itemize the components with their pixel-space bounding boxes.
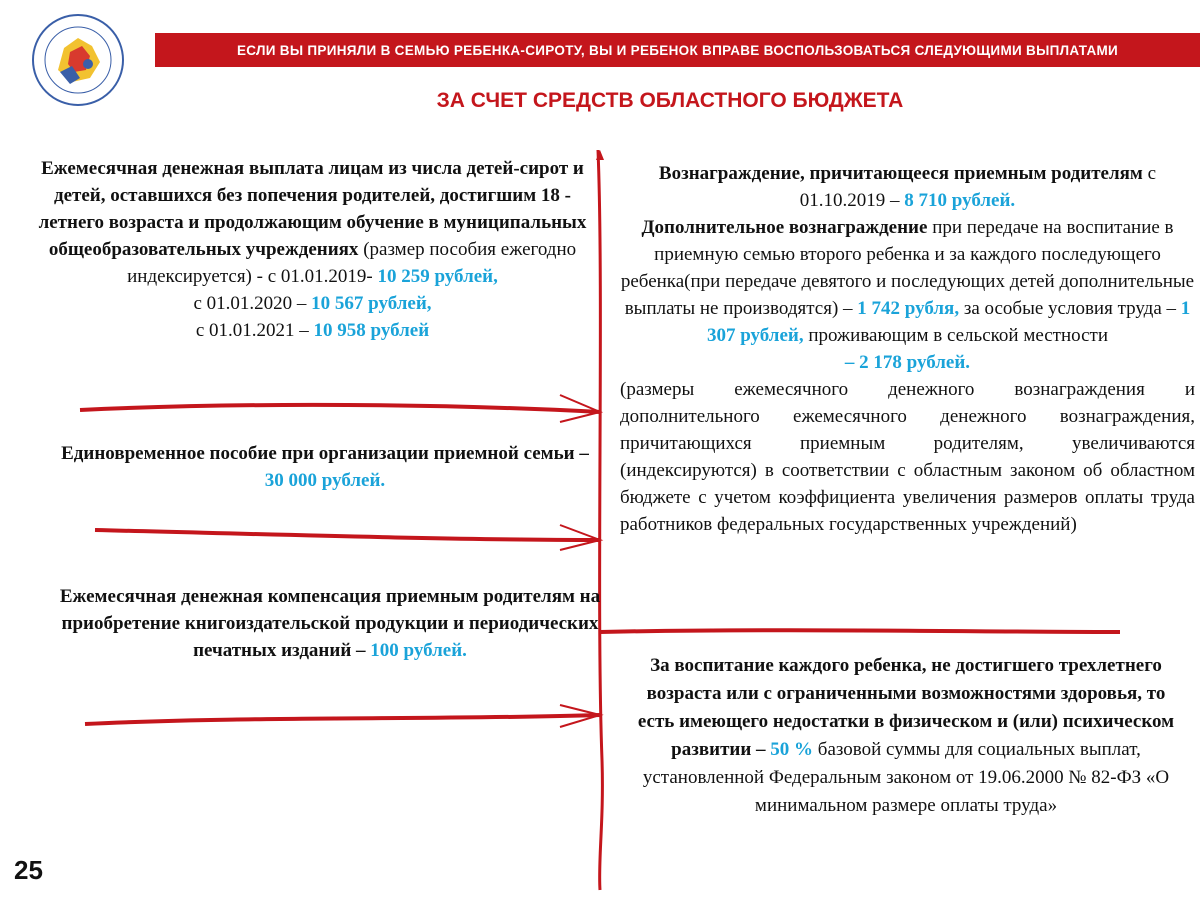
additional-reward-title: Дополнительное вознаграждение [641, 217, 928, 238]
banner-text: ЕСЛИ ВЫ ПРИНЯЛИ В СЕМЬЮ РЕБЕНКА-СИРОТУ, ВЫ И РЕБЕНОК ВПРАВЕ ВОСПОЛЬЗОВАТЬСЯ СЛЕДУЮЩИМИ ВЫПЛАТАМИ [236, 42, 1119, 58]
monthly-payment-title: Ежемесячная денежная выплата лицам из числа детей-сирот и детей, оставшихся без попечения родителей, достигшим 18 - летнего возраста и продолжающим обучение в муниципальных общеобразовательных учреждениях [38, 158, 587, 260]
compensation-block [55, 583, 605, 664]
reward-date: с 01.10.2019 – [799, 163, 1157, 211]
arrow-line-2 [95, 530, 600, 540]
rural-text: проживающим в сельской местности [803, 325, 1109, 346]
reward-title: Вознаграждение, причитающееся приемным родителям [658, 163, 1143, 184]
reward-block [620, 160, 1195, 538]
child-care-block [632, 652, 1180, 820]
section-subtitle: ЗА СЧЕТ СРЕДСТВ ОБЛАСТНОГО БЮДЖЕТА [436, 89, 904, 112]
arrow-line-1 [80, 405, 600, 412]
monthly-payment-amount-2019: 10 259 рублей, [377, 266, 498, 287]
emblem-icon [30, 12, 126, 108]
additional-reward-text: при передаче на воспитание в приемную семью второго ребенка и за каждого последующего ребенка(при передаче девятого и последующих детей дополнительные выплаты не производятся) – [620, 217, 1195, 319]
compensation-title: Ежемесячная денежная компенсация приемным родителям на приобретение книгоиздательской продукции и периодических печатных изданий [59, 586, 601, 661]
special-conditions-amount: 1 307 рублей, [706, 298, 1191, 346]
compensation-dash: – [351, 640, 371, 661]
header-banner [155, 33, 1200, 67]
monthly-payment-date-2020: с 01.01.2020 – [193, 293, 312, 314]
indexation-note: (размеры ежемесячного денежного вознаграждения и дополнительного ежемесячного денежного вознаграждения, причитающихся приемным родителям, увеличиваются (индексируются) в соответствии с областным законом об областном бюджете с учетом коэффициента увеличения размеров оплаты труда работников федеральных государственных учреждений) [620, 379, 1195, 535]
lump-sum-block [60, 440, 590, 494]
monthly-payment-block [30, 155, 595, 344]
special-conditions-text: за особые условия труда – [959, 298, 1181, 319]
monthly-payment-date-2021: с 01.01.2021 – [195, 320, 314, 341]
lump-sum-dash: – [574, 443, 589, 464]
monthly-payment-text: (размер пособия ежегодно индексируется) - с 01.01.2019- [127, 239, 577, 287]
arrow-line-4 [600, 630, 1120, 632]
monthly-payment-amount-2021: 10 958 рублей [313, 320, 430, 341]
compensation-amount: 100 рублей. [370, 640, 467, 661]
child-care-dash: – [751, 739, 771, 760]
lump-sum-title: Единовременное пособие при организации приемной семьи [61, 443, 575, 464]
page-number: 25 [14, 855, 43, 885]
monthly-payment-amount-2020: 10 567 рублей, [311, 293, 432, 314]
child-care-title: За воспитание каждого ребенка, не достигшего трехлетнего возраста или с ограниченными возможностями здоровья, то есть имеющего недостатки в физическом и (или) психическом развитии [637, 655, 1175, 760]
lump-sum-amount: 30 000 рублей. [264, 470, 386, 491]
reward-amount: 8 710 рублей. [904, 190, 1016, 211]
ministry-emblem-logo [30, 12, 126, 108]
additional-reward-amount: 1 742 рубля, [857, 298, 960, 319]
child-care-text: базовой суммы для социальных выплат, установленной Федеральным законом от 19.06.2000 № 82-ФЗ «О минимальном размере оплаты труда» [642, 739, 1170, 816]
arrow-line-3 [85, 715, 600, 724]
rural-amount: – 2 178 рублей. [844, 352, 971, 373]
child-care-percent: 50 % [770, 739, 814, 760]
